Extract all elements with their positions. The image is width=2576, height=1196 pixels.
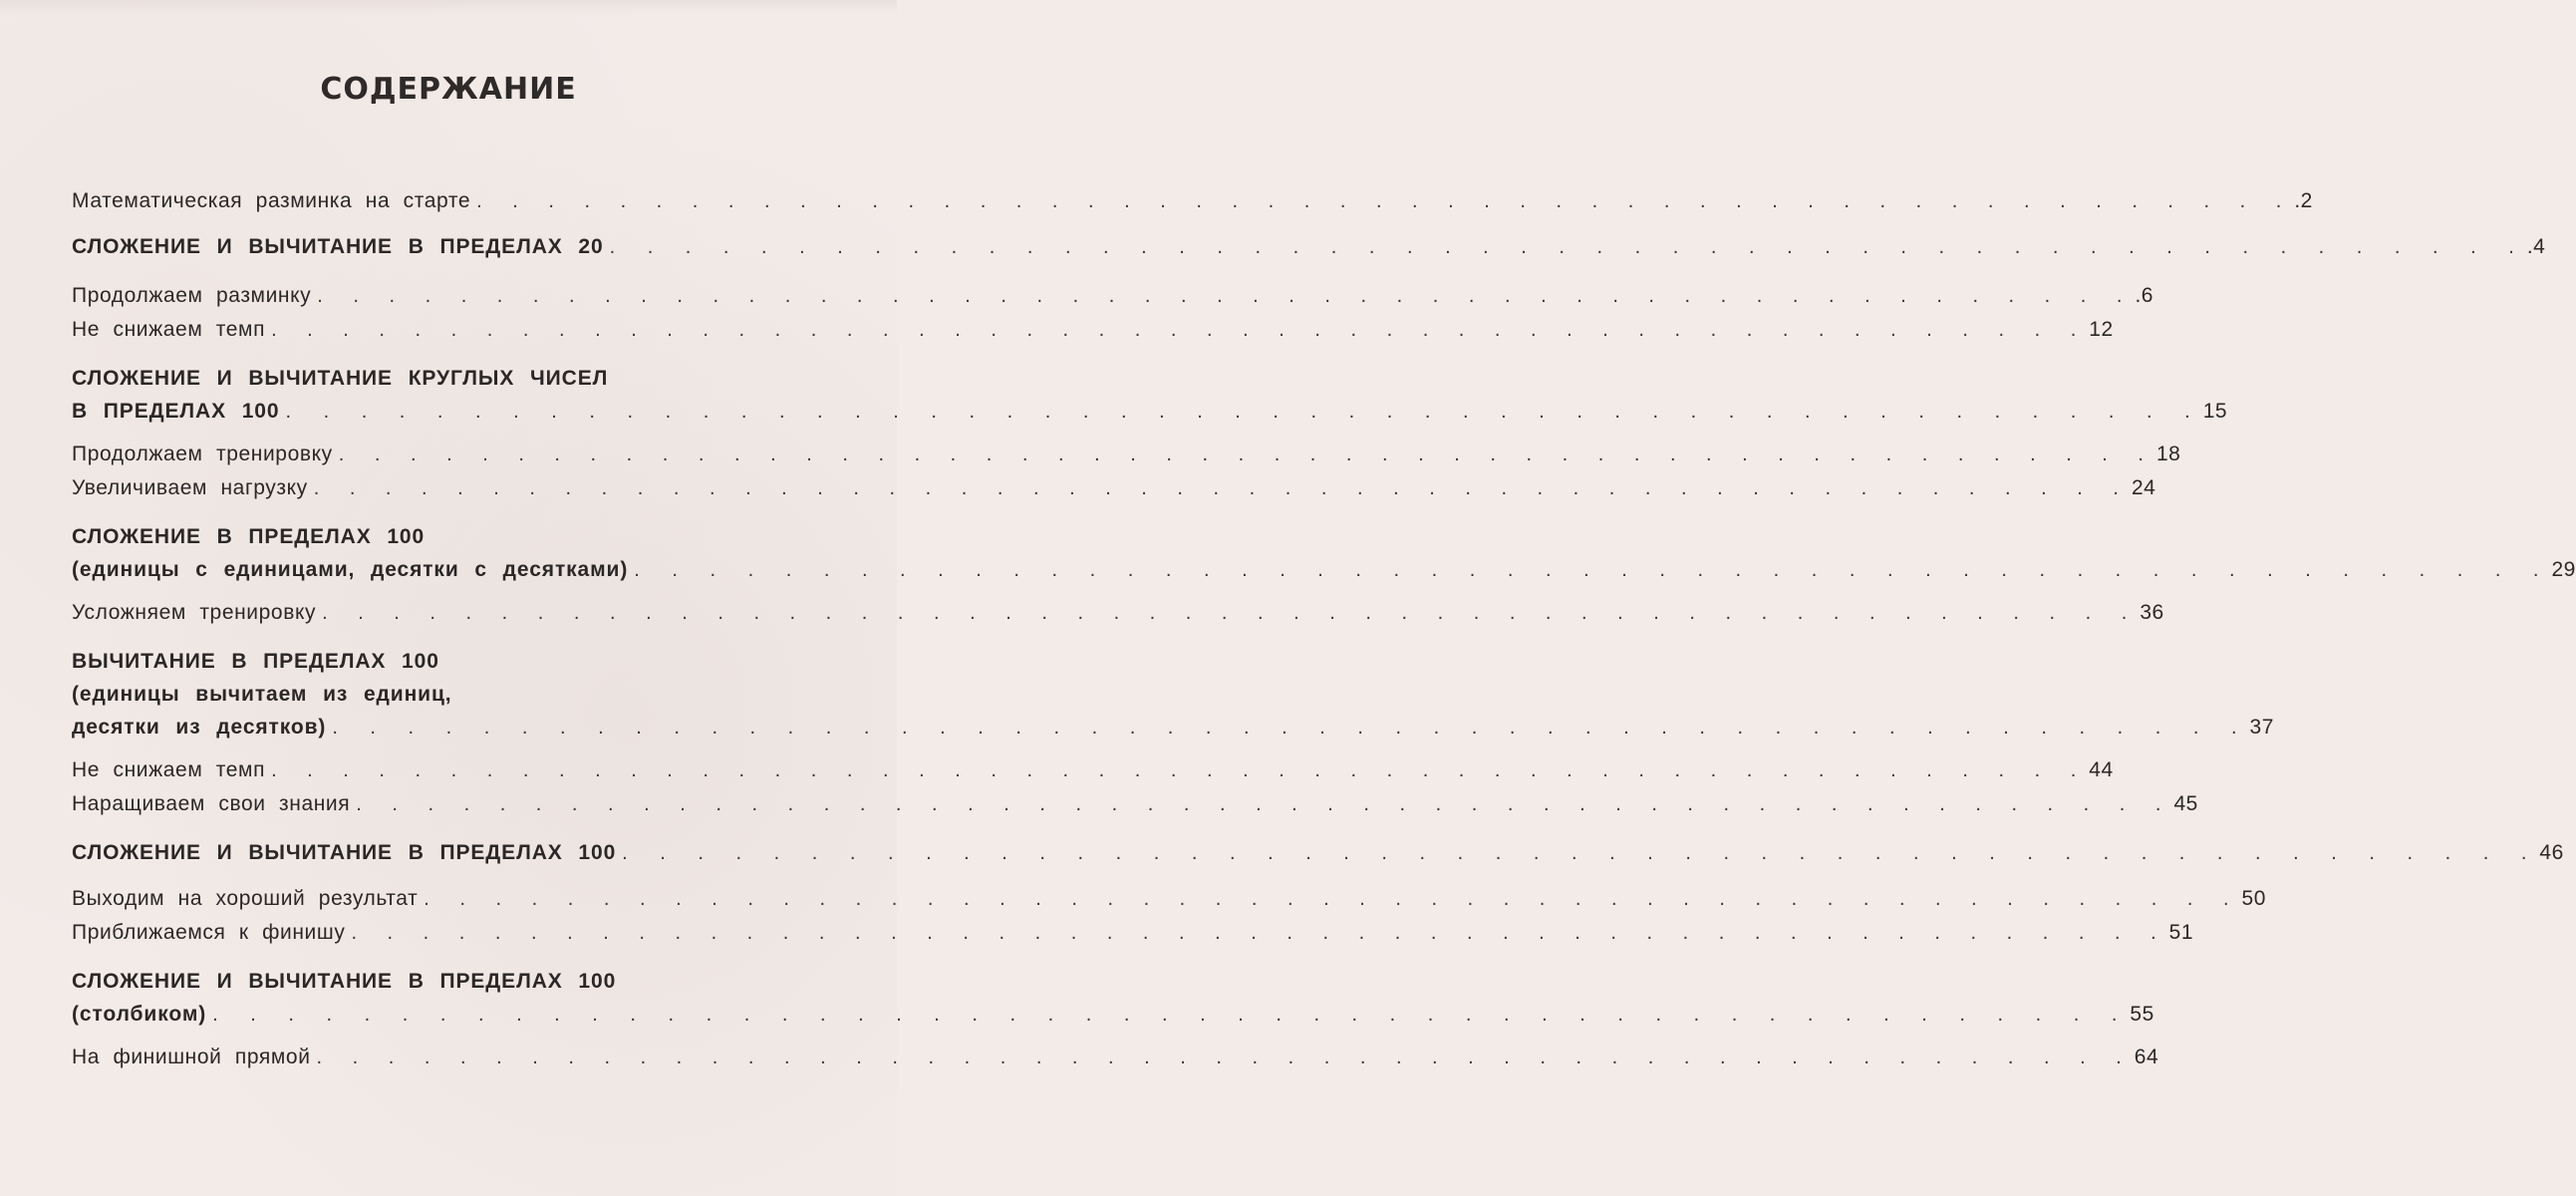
toc-page-number: 50 [2241, 887, 2266, 910]
toc-dot-leader: . . . . . . . . . . . . . . . . . . . . . . . . . . . . . . . . . . . . . . . . . . . . . . . . . . . [212, 1004, 2127, 1026]
toc-entry-line [72, 965, 797, 998]
toc-entry [72, 1041, 2159, 1073]
toc-section-entry [72, 965, 2154, 1031]
toc-entry [72, 184, 2313, 217]
toc-dot-leader: . . . . . . . . . . . . . . . . . . . . . . . . . . . . . . . . . . . . . . . . . . . . . . . . . . . [285, 401, 2199, 423]
toc-dot-leader: . . . . . . . . . . . . . . . . . . . . . . . . . . . . . . . . . . . . . . . . . . . . . . . . . . . [332, 717, 2246, 739]
toc-page-number: 15 [2202, 400, 2228, 423]
toc-entry-line [72, 916, 2194, 949]
toc-page-number: 44 [2089, 758, 2114, 781]
toc-entry-line [72, 553, 2576, 586]
toc-entry-line [72, 395, 2228, 428]
toc-entry [72, 471, 2156, 504]
toc-entry-line [72, 184, 2313, 217]
toc-entry-title: СЛОЖЕНИЕ В ПРЕДЕЛАХ 100 [72, 525, 426, 548]
toc-dot-leader: . . . . . . . . . . . . . . . . . . . . . . . . . . . . . . . . . . . . . . . . . . . . . . . . . . . [356, 793, 2170, 815]
toc-entry-line [72, 438, 2181, 470]
toc-entry-title: СЛОЖЕНИЕ И ВЫЧИТАНИЕ В ПРЕДЕЛАХ 20 [72, 235, 604, 258]
toc-entry-title: Продолжаем тренировку [72, 443, 333, 465]
toc-section-entry [72, 645, 2274, 744]
toc-entry-title: ВЫЧИТАНИЕ В ПРЕДЕЛАХ 100 [72, 650, 439, 673]
toc-entry-line [72, 1041, 2159, 1073]
toc-entry-line [72, 998, 2154, 1031]
toc-entry-title: На финишной прямой [72, 1046, 311, 1068]
toc-entry [72, 279, 2153, 312]
toc-entry-line [72, 471, 2156, 504]
toc-entry-line [72, 596, 2164, 629]
toc-page-number: 64 [2134, 1046, 2159, 1068]
toc-entry-line [72, 645, 797, 678]
toc-entry [72, 596, 2164, 629]
toc-entry-line [72, 882, 2266, 915]
toc-entry-title: Математическая разминка на старте [72, 189, 471, 212]
toc-section-entry [72, 230, 2546, 263]
toc-page-number: 36 [2140, 601, 2164, 624]
toc-entry [72, 753, 2114, 786]
toc-dot-leader: . . . . . . . . . . . . . . . . . . . . . . . . . . . . . . . . . . . . . . . . . . . . . . . . . . . [351, 922, 2165, 944]
toc-entry-title: СЛОЖЕНИЕ И ВЫЧИТАНИЕ В ПРЕДЕЛАХ 100 [72, 970, 617, 993]
toc-entry [72, 882, 2266, 915]
toc-entry-title: Наращиваем свои знания [72, 792, 351, 815]
toc-section-entry [72, 520, 2576, 586]
toc-entry-title: Не снижаем темп [72, 758, 266, 781]
toc-entry-title: Продолжаем разминку [72, 284, 312, 307]
toc-entry [72, 916, 2194, 949]
toc-entry-line [72, 678, 797, 711]
toc-dot-leader: . . . . . . . . . . . . . . . . . . . . . . . . . . . . . . . . . . . . . . . . . . . . . . . . . . . [424, 888, 2238, 910]
toc-entry-title: (столбиком) [72, 1003, 207, 1026]
toc-entry [72, 787, 2198, 820]
toc-entry-line [72, 787, 2198, 820]
toc-page-number: 29 [2551, 558, 2576, 581]
toc-entry-title: (единицы вычитаем из единиц, [72, 683, 452, 706]
toc-entry-title: Выходим на хороший результат [72, 887, 419, 910]
toc-entry-title: Усложняем тренировку [72, 601, 317, 624]
toc-page-number: 37 [2249, 716, 2274, 739]
toc-page-number: 55 [2130, 1003, 2154, 1026]
toc-entry-title: десятки из десятков) [72, 716, 327, 739]
toc-entry-line [72, 520, 797, 553]
toc-dot-leader: . . . . . . . . . . . . . . . . . . . . . . . . . . . . . . . . . . . . . . . . . . . . . . . . . . . [622, 842, 2536, 864]
toc-page-number: .4 [2526, 235, 2546, 258]
toc-dot-leader: . . . . . . . . . . . . . . . . . . . . . . . . . . . . . . . . . . . . . . . . . . . . . . . . . . . [271, 759, 2086, 781]
toc-entry-title: СЛОЖЕНИЕ И ВЫЧИТАНИЕ КРУГЛЫХ ЧИСЕЛ [72, 367, 609, 390]
toc-entry-line [72, 753, 2114, 786]
toc-dot-leader: . . . . . . . . . . . . . . . . . . . . . . . . . . . . . . . . . . . . . . . . . . . . . . . . . . . [338, 444, 2152, 465]
toc-dot-leader: . . . . . . . . . . . . . . . . . . . . . . . . . . . . . . . . . . . . . . . . . . . . . . . . . . . [476, 190, 2291, 212]
toc-page-number: 51 [2168, 921, 2194, 944]
toc-entry-title: (единицы с единицами, десятки с десятками) [72, 558, 629, 581]
toc-entry-line [72, 279, 2153, 312]
toc-page-number: 46 [2539, 841, 2564, 864]
toc-section-entry [72, 362, 2228, 428]
toc-dot-leader: . . . . . . . . . . . . . . . . . . . . . . . . . . . . . . . . . . . . . . . . . . . . . . . . . . . [313, 477, 2128, 499]
toc-page-number: .6 [2135, 284, 2153, 307]
toc-entry-line [72, 836, 2564, 869]
toc-entry [72, 438, 2181, 470]
toc-entry-line [72, 313, 2114, 346]
toc-dot-leader: . . . . . . . . . . . . . . . . . . . . . . . . . . . . . . . . . . . . . . . . . . . . . . . . . . . [316, 1046, 2131, 1068]
toc-dot-leader: . . . . . . . . . . . . . . . . . . . . . . . . . . . . . . . . . . . . . . . . . . . . . . . . . . . [317, 285, 2132, 307]
toc-dot-leader: . . . . . . . . . . . . . . . . . . . . . . . . . . . . . . . . . . . . . . . . . . . . . . . . . . . [322, 602, 2137, 624]
toc-page-number: 12 [2089, 318, 2114, 341]
toc-entry [72, 313, 2114, 346]
toc-page-number: .2 [2294, 189, 2313, 212]
toc-page-number: 45 [2173, 792, 2198, 815]
toc-entry-title: Не снижаем темп [72, 318, 266, 341]
toc-entry-title: В ПРЕДЕЛАХ 100 [72, 400, 280, 423]
toc-entry-title: Приближаемся к финишу [72, 921, 346, 944]
toc-section-entry [72, 836, 2564, 869]
toc-page-number: 24 [2131, 476, 2156, 499]
toc-entry-line [72, 230, 2546, 263]
toc-dot-leader: . . . . . . . . . . . . . . . . . . . . . . . . . . . . . . . . . . . . . . . . . . . . . . . . . . . [271, 319, 2086, 341]
page-top-edge [0, 0, 897, 14]
toc-dot-leader: . . . . . . . . . . . . . . . . . . . . . . . . . . . . . . . . . . . . . . . . . . . . . . . . . . . [634, 559, 2548, 581]
toc-entry-line [72, 711, 2274, 744]
toc-entry-line [72, 362, 797, 395]
toc-page-number: 18 [2155, 443, 2181, 465]
toc-entry-title: Увеличиваем нагрузку [72, 476, 308, 499]
toc-dot-leader: . . . . . . . . . . . . . . . . . . . . . . . . . . . . . . . . . . . . . . . . . . . . . . . . . . . [609, 236, 2523, 258]
toc-entry-title: СЛОЖЕНИЕ И ВЫЧИТАНИЕ В ПРЕДЕЛАХ 100 [72, 841, 617, 864]
page-title: СОДЕРЖАНИЕ [320, 72, 577, 107]
